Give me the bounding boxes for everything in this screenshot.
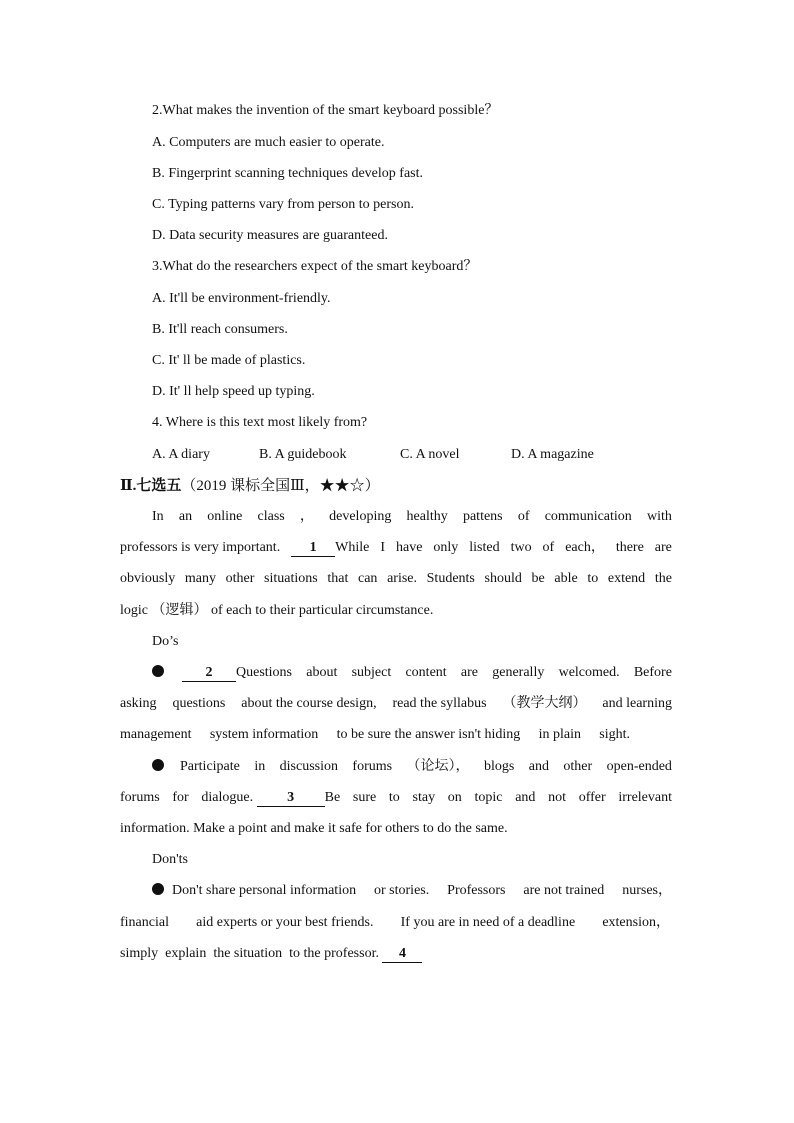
question-3-option-b: B. It'll reach consumers. (152, 322, 288, 337)
do-item-1-line-3: management system information to be sure the answer isn't hiding in plain sight. (120, 727, 630, 742)
do-item-2-line-1: Participate in discussion forums （论坛）， blogs and other open-ended (152, 757, 672, 777)
question-3-option-a: A. It'll be environment-friendly. (152, 291, 331, 306)
donts-heading: Don'ts (152, 852, 188, 867)
blank-4[interactable]: 4 (382, 945, 422, 963)
intro-line-2: professors is very important. 1 While I have only listed two of each， there are (120, 540, 672, 555)
question-2-option-c: C. Typing patterns vary from person to person. (152, 197, 414, 212)
question-3-stem: 3.What do the researchers expect of the smart keyboard？ (152, 259, 478, 274)
bullet-icon (152, 759, 164, 771)
intro-line-3: obviously many other situations that can arise. Students should be able to extend the (120, 571, 672, 586)
question-4-stem: 4. Where is this text most likely from? (152, 415, 368, 430)
question-2-option-d: D. Data security measures are guaranteed. (152, 228, 388, 243)
question-2-option-b: B. Fingerprint scanning techniques develop fast. (152, 166, 423, 181)
do-item-2-line-2: forums for dialogue. 3 Be sure to stay on topic and not offer irrelevant (120, 790, 672, 805)
intro-line-1: In an online class ， developing healthy pattens of communication with (152, 509, 672, 524)
dont-item-1-line-2: financial aid experts or your best friends. If you are in need of a deadline extension， (120, 915, 670, 930)
bullet-icon (152, 883, 164, 895)
do-item-1-line-2: asking questions about the course design, read the syllabus （教学大纲） and learning (120, 696, 672, 711)
do-item-1-line-1: 2 Questions about subject content are generally welcomed. Before (152, 663, 672, 683)
section-heading (120, 476, 380, 496)
question-4-option-d: D. A magazine (511, 447, 594, 462)
do-item-2-line-3: information. Make a point and make it safe for others to do the same. (120, 821, 508, 836)
question-4-option-c: C. A novel (400, 447, 460, 462)
question-3-option-d: D. It' ll help speed up typing. (152, 384, 315, 399)
intro-line-4: logic （逻辑） of each to their particular circumstance. (120, 603, 434, 618)
section-title: Ⅱ.七选五 (120, 478, 182, 494)
question-4-option-b: B. A guidebook (259, 447, 347, 462)
dont-item-1-line-1: Don't share personal information or stories. Professors are not trained nurses， (152, 881, 672, 901)
blank-1[interactable]: 1 (291, 539, 335, 557)
question-2-option-a: A. Computers are much easier to operate. (152, 135, 385, 150)
dos-heading: Do’s (152, 634, 179, 649)
question-2-stem: 2.What makes the invention of the smart keyboard possible？ (152, 103, 499, 118)
bullet-icon (152, 665, 164, 677)
blank-3[interactable]: 3 (257, 789, 325, 807)
blank-2[interactable]: 2 (182, 664, 236, 682)
section-source: （2019 课标全国Ⅲ，★★☆） (181, 478, 380, 494)
dont-item-1-line-3: simply explain the situation to the professor. 4 (120, 944, 422, 964)
question-3-option-c: C. It' ll be made of plastics. (152, 353, 306, 368)
question-4-option-a: A. A diary (152, 447, 210, 462)
